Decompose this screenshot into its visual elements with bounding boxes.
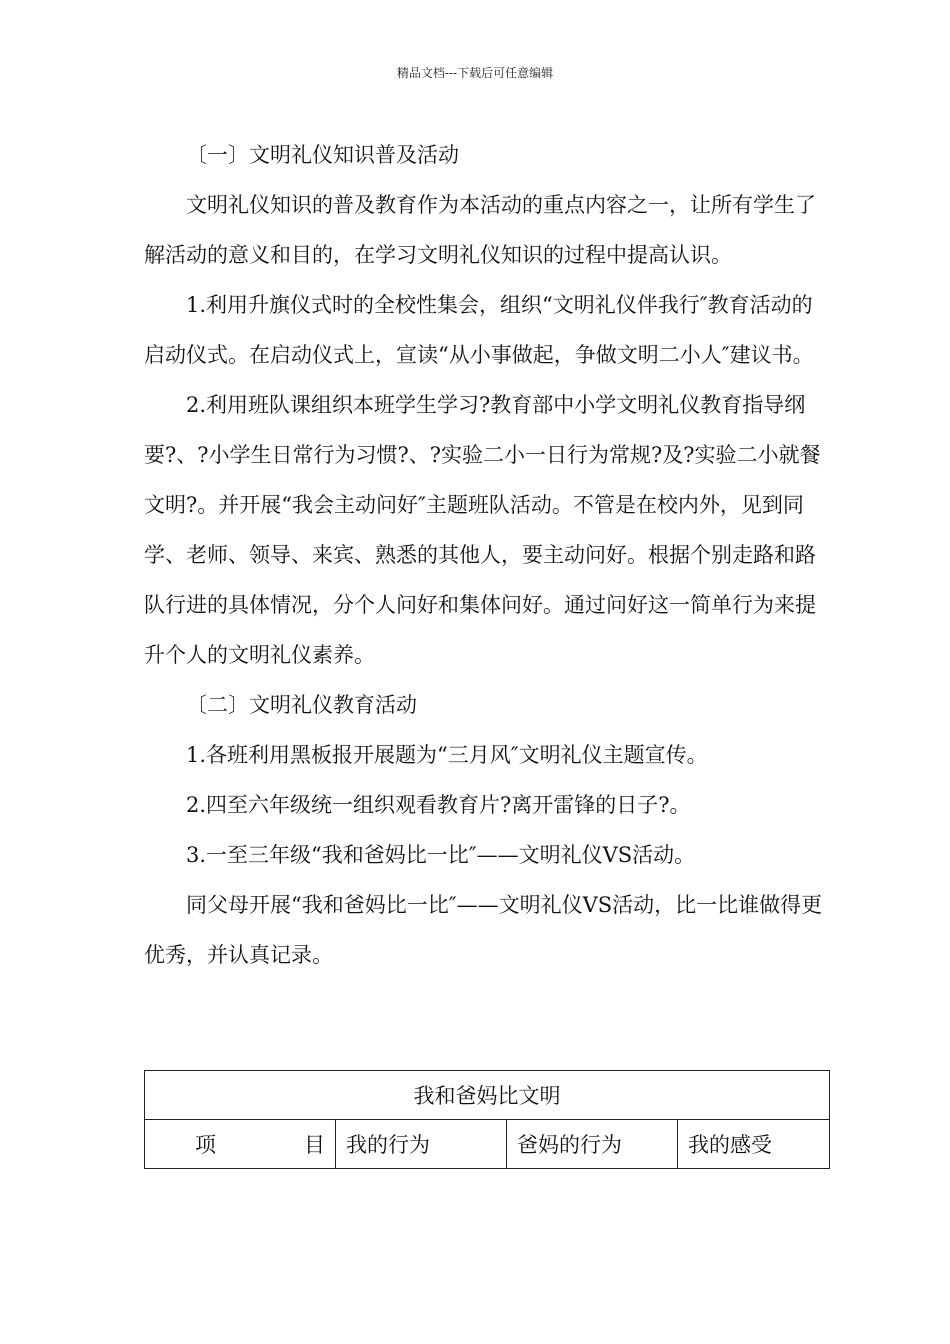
page-header: 精品文档---下载后可任意编辑 xyxy=(396,66,554,80)
paragraph: 1.各班利用黑板报开展题为“三月风″文明礼仪主题宣传。 xyxy=(186,743,708,767)
table-header-cell: 项 目 xyxy=(145,1120,336,1169)
table-header-row xyxy=(145,1120,830,1169)
paragraph: 同父母开展“我和爸妈比一比″——文明礼仪VS活动，比一比谁做得更优秀，并认真记录。 xyxy=(144,893,823,967)
table-header-cell: 爸妈的行为 xyxy=(507,1120,678,1169)
table-title-row xyxy=(145,1071,830,1120)
section-heading-1: 〔一〕文明礼仪知识普及活动 xyxy=(186,143,459,167)
paragraph: 1.利用升旗仪式时的全校性集会，组织“文明礼仪伴我行″教育活动的启动仪式。在启动仪式上，宣读“从小事做起，争做文明二小人″建议书。 xyxy=(144,293,814,367)
table-header-cell: 我的行为 xyxy=(336,1120,507,1169)
paragraph: 3.一至三年级“我和爸妈比一比″——文明礼仪VS活动。 xyxy=(186,843,696,867)
paragraph: 2.四至六年级统一组织观看教育片?离开雷锋的日子?。 xyxy=(186,793,691,817)
document-body xyxy=(144,130,830,980)
paragraph: 2.利用班队课组织本班学生学习?教育部中小学文明礼仪教育指导纲要?、?小学生日常行为习惯?、?实验二小一日行为常规?及?实验二小就餐文明?。并开展“我会主动问好″主题班队活动。不管是在校内外，见到同学、老师、领导、来宾、熟悉的其他人，要主动问好。根据个别走路和路队行进的具体情况，分个人问好和集体问好。通过问好这一简单行为来提升个人的文明礼仪素养。 xyxy=(144,393,821,667)
paragraph: 文明礼仪知识的普及教育作为本活动的重点内容之一，让所有学生了解活动的意义和目的，在学习文明礼仪知识的过程中提高认识。 xyxy=(144,193,816,267)
comparison-table xyxy=(144,1070,830,1169)
table-header-cell: 我的感受 xyxy=(678,1120,830,1169)
section-heading-2: 〔二〕文明礼仪教育活动 xyxy=(186,693,417,717)
table-title: 我和爸妈比文明 xyxy=(145,1071,830,1120)
